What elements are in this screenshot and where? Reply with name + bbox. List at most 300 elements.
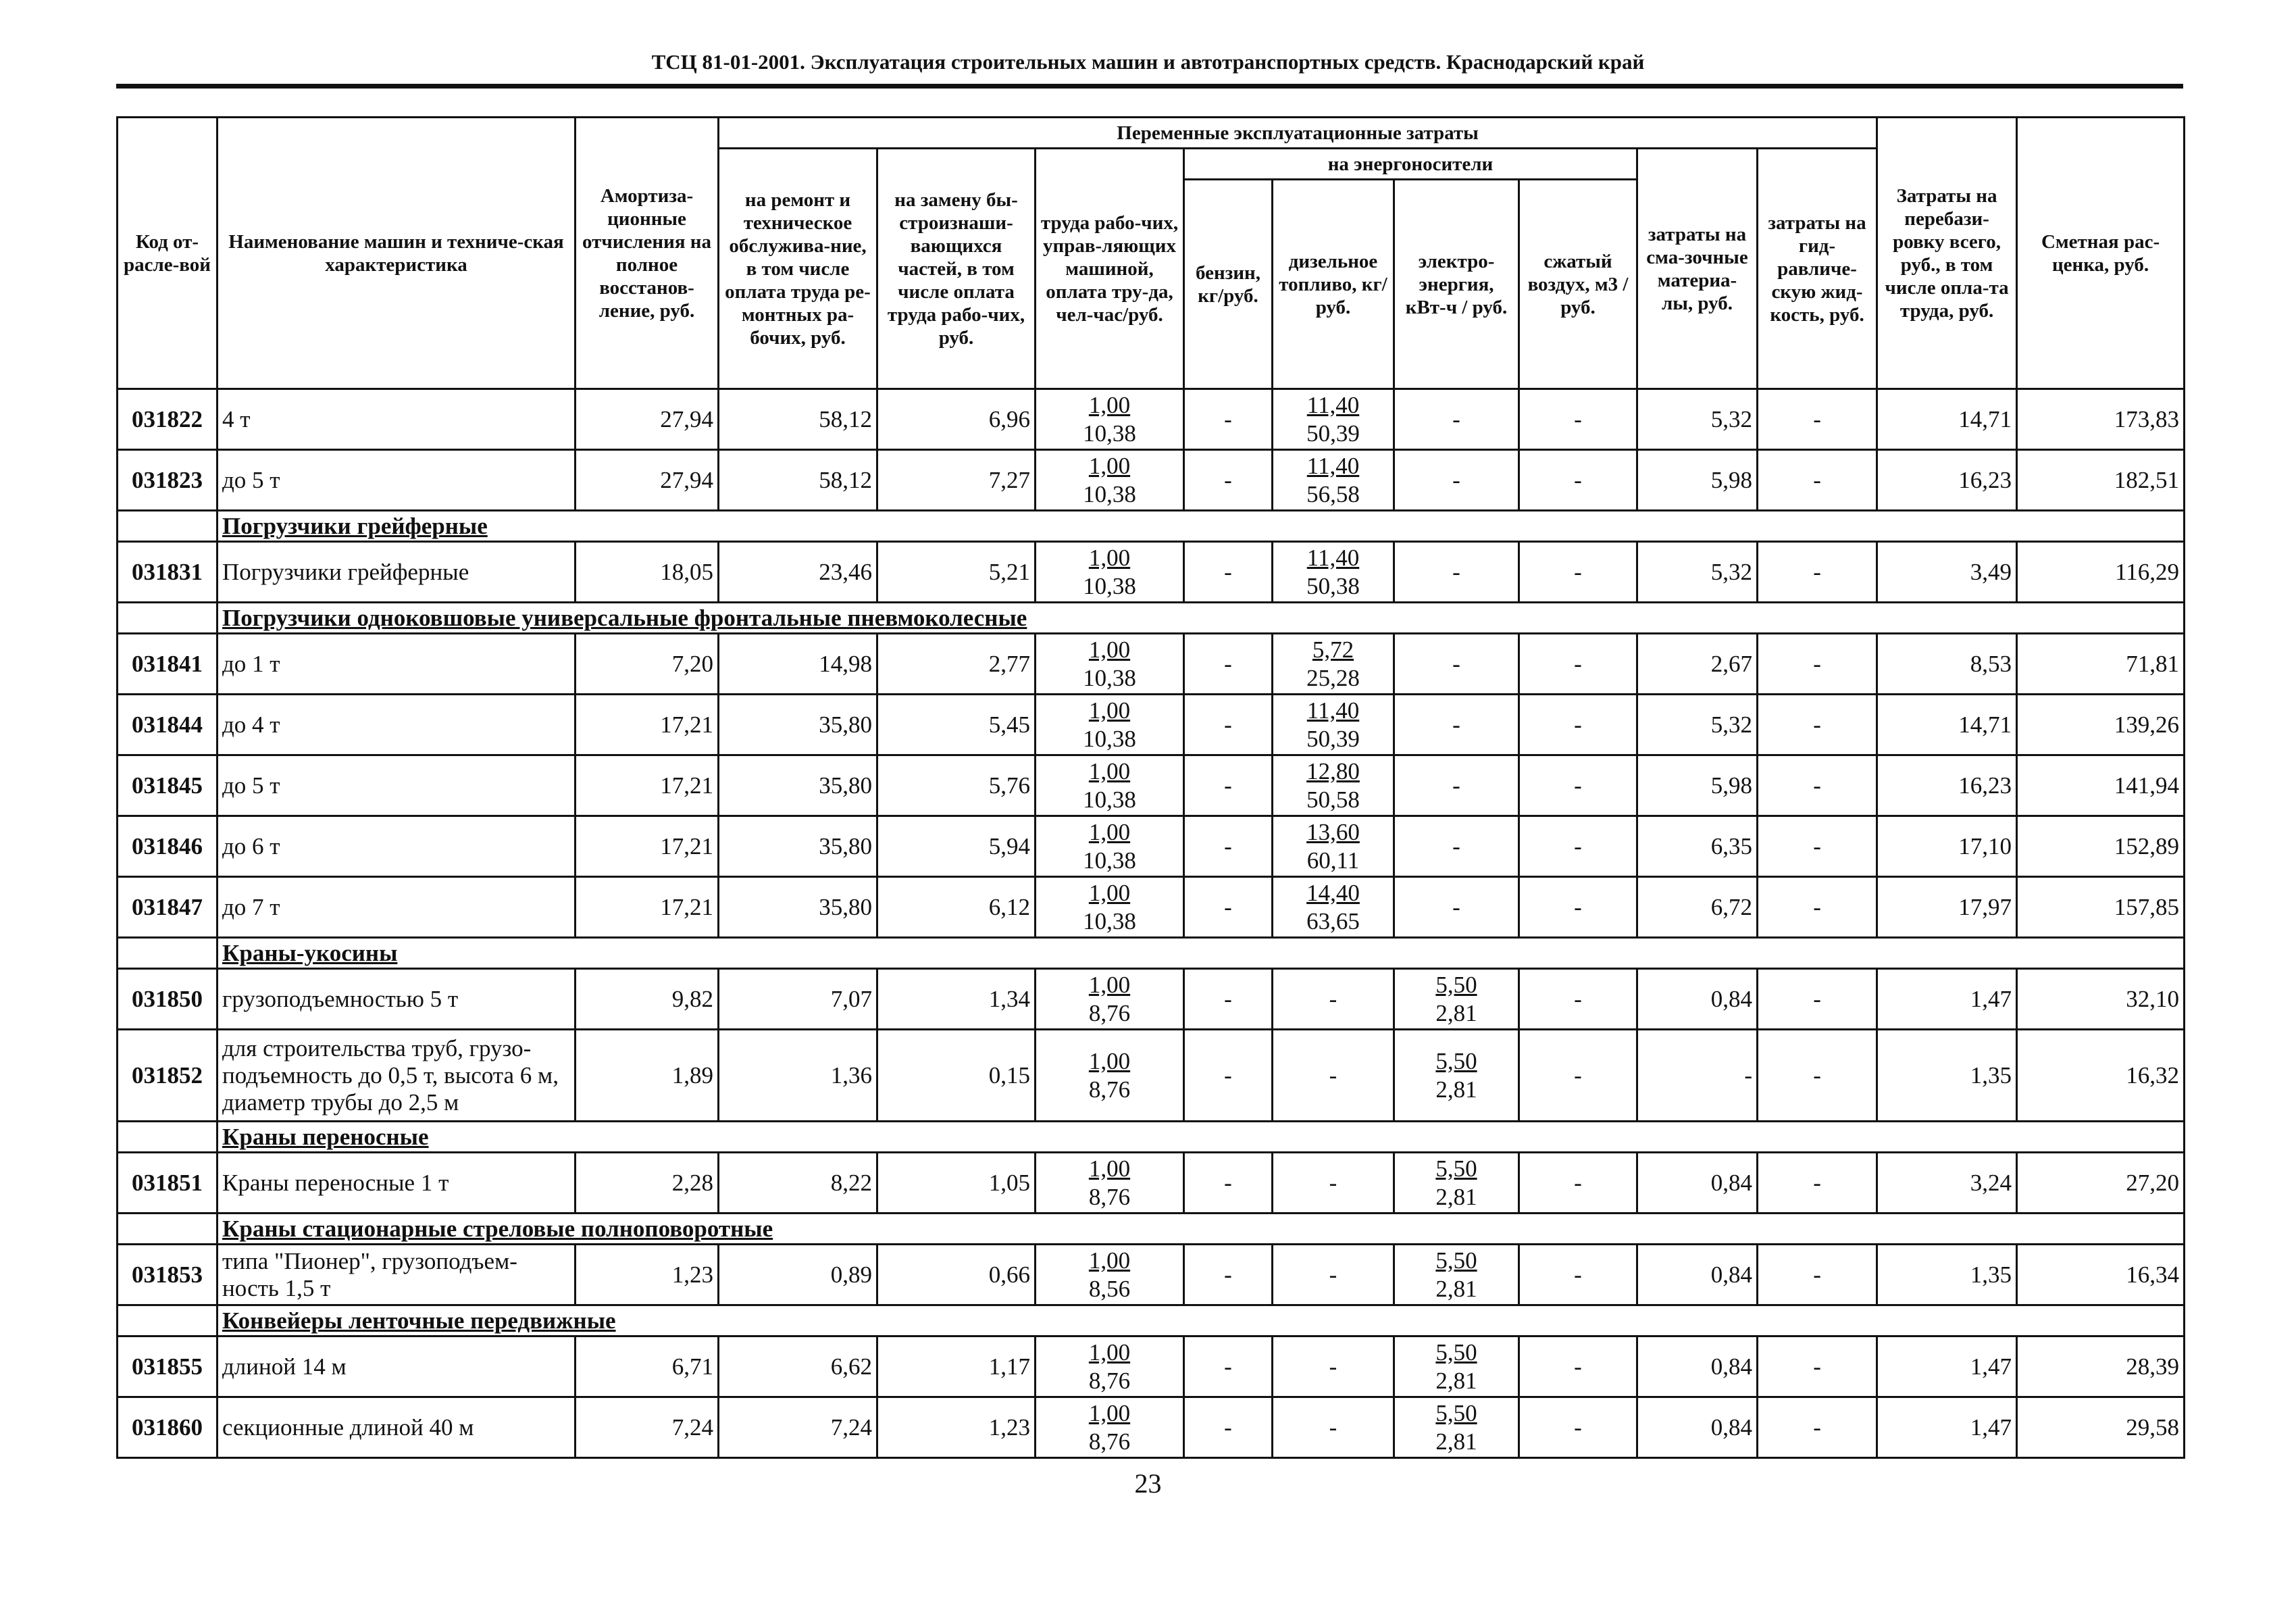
diesel-cell-bottom: 50,58 [1306, 786, 1360, 813]
diesel-cell-bottom: - [1329, 1414, 1337, 1441]
hydraulic-cell: - [1758, 634, 1877, 695]
air-cell: - [1519, 877, 1637, 938]
labor-cell-bottom: 10,38 [1083, 907, 1136, 934]
code-cell: 031855 [118, 1336, 218, 1397]
electric-cell-bottom: 2,81 [1435, 1428, 1477, 1455]
amort-cell: 7,20 [576, 634, 719, 695]
air-cell: - [1519, 634, 1637, 695]
section-row [118, 511, 2185, 542]
petrol-cell: - [1184, 634, 1273, 695]
labor-cell-bottom: 8,76 [1088, 1183, 1131, 1210]
relocation-cell: 16,23 [1877, 450, 2017, 511]
electric-cell [1394, 1030, 1519, 1122]
code-cell: 031844 [118, 695, 218, 755]
parts-cell: 1,23 [877, 1397, 1036, 1458]
col-variable-group-header: Переменные эксплуатационные затраты [719, 118, 1877, 149]
relocation-cell: 1,47 [1877, 969, 2017, 1030]
col-price-header: Сметная рас-ценка, руб. [2017, 118, 2185, 389]
labor-cell [1036, 1030, 1184, 1122]
price-cell: 173,83 [2017, 389, 2185, 450]
air-cell: - [1519, 755, 1637, 816]
labor-cell [1036, 969, 1184, 1030]
petrol-cell: - [1184, 816, 1273, 877]
hydraulic-cell: - [1758, 695, 1877, 755]
parts-cell: 1,17 [877, 1336, 1036, 1397]
col-air-header: сжатый воздух, м3 / руб. [1519, 180, 1637, 389]
table-row [118, 542, 2185, 603]
code-cell: 031852 [118, 1030, 218, 1122]
relocation-cell: 8,53 [1877, 634, 2017, 695]
diesel-cell [1273, 634, 1394, 695]
amort-cell: 1,89 [576, 1030, 719, 1122]
code-cell: 031822 [118, 389, 218, 450]
col-petrol-header: бензин, кг/руб. [1184, 180, 1273, 389]
hydraulic-cell: - [1758, 969, 1877, 1030]
amort-cell: 17,21 [576, 695, 719, 755]
code-cell: 031823 [118, 450, 218, 511]
table-row [118, 1153, 2185, 1214]
diesel-cell-bottom: 25,28 [1306, 664, 1360, 691]
relocation-cell: 1,47 [1877, 1397, 2017, 1458]
table-row [118, 634, 2185, 695]
labor-cell-top: 1,00 [1088, 636, 1131, 663]
labor-cell-top: 1,00 [1088, 879, 1131, 906]
electric-cell [1394, 816, 1519, 877]
labor-cell [1036, 542, 1184, 603]
section-title: Краны-укосины [218, 938, 2185, 969]
hydraulic-cell: - [1758, 389, 1877, 450]
table-row [118, 450, 2185, 511]
lube-cell: 0,84 [1637, 969, 1758, 1030]
section-row [118, 603, 2185, 634]
hydraulic-cell: - [1758, 877, 1877, 938]
hydraulic-cell: - [1758, 450, 1877, 511]
col-parts-header: на замену бы-строизнаши-вающихся частей, в том числе оплата труда рабо-чих, руб. [877, 149, 1036, 389]
repair-cell: 35,80 [719, 695, 877, 755]
table-row [118, 1030, 2185, 1122]
name-cell: Погрузчики грейферные [218, 542, 576, 603]
section-row [118, 1122, 2185, 1153]
air-cell: - [1519, 450, 1637, 511]
header-rule [116, 84, 2183, 89]
diesel-cell-top: 13,60 [1306, 818, 1360, 845]
labor-cell-bottom: 10,38 [1083, 847, 1136, 874]
page-number: 23 [1134, 1468, 1162, 1499]
table-row [118, 1397, 2185, 1458]
table-row [118, 816, 2185, 877]
table-row [118, 695, 2185, 755]
repair-cell: 7,24 [719, 1397, 877, 1458]
labor-cell [1036, 1153, 1184, 1214]
lube-cell: 5,32 [1637, 695, 1758, 755]
electric-cell [1394, 1245, 1519, 1305]
diesel-cell [1273, 1336, 1394, 1397]
section-title: Краны переносные [218, 1122, 2185, 1153]
hydraulic-cell: - [1758, 1245, 1877, 1305]
diesel-cell-bottom: 63,65 [1306, 907, 1360, 934]
electric-cell-bottom: 2,81 [1435, 999, 1477, 1026]
amort-cell: 7,24 [576, 1397, 719, 1458]
labor-cell-top: 1,00 [1088, 1399, 1131, 1426]
lube-cell: 5,32 [1637, 542, 1758, 603]
diesel-cell-top: 11,40 [1306, 697, 1360, 724]
relocation-cell: 1,35 [1877, 1030, 2017, 1122]
diesel-cell-top: 14,40 [1306, 879, 1360, 906]
section-code-cell [118, 1214, 218, 1245]
labor-cell [1036, 389, 1184, 450]
hydraulic-cell: - [1758, 1153, 1877, 1214]
amort-cell: 6,71 [576, 1336, 719, 1397]
labor-cell-top: 1,00 [1088, 544, 1131, 571]
air-cell: - [1519, 389, 1637, 450]
labor-cell-top: 1,00 [1088, 971, 1131, 998]
parts-cell: 5,45 [877, 695, 1036, 755]
petrol-cell: - [1184, 969, 1273, 1030]
name-cell: грузоподъемностью 5 т [218, 969, 576, 1030]
electric-cell-bottom: - [1452, 772, 1460, 799]
labor-cell-bottom: 8,56 [1088, 1275, 1131, 1302]
name-cell: типа "Пионер", грузоподъем-ность 1,5 т [218, 1245, 576, 1305]
electric-cell [1394, 969, 1519, 1030]
relocation-cell: 17,10 [1877, 816, 2017, 877]
electric-cell-bottom: - [1452, 558, 1460, 585]
name-cell: длиной 14 м [218, 1336, 576, 1397]
labor-cell-bottom: 8,76 [1088, 999, 1131, 1026]
price-cell: 16,34 [2017, 1245, 2185, 1305]
labor-cell-top: 1,00 [1088, 1155, 1131, 1182]
petrol-cell: - [1184, 695, 1273, 755]
relocation-cell: 14,71 [1877, 389, 2017, 450]
electric-cell-bottom: - [1452, 405, 1460, 432]
col-repair-header: на ремонт и техническое обслужива-ние, в том числе оплата труда ре-монтных ра-бочих, руб. [719, 149, 877, 389]
relocation-cell: 3,49 [1877, 542, 2017, 603]
price-cell: 28,39 [2017, 1336, 2185, 1397]
electric-cell-bottom: - [1452, 466, 1460, 493]
electric-cell [1394, 542, 1519, 603]
relocation-cell: 1,47 [1877, 1336, 2017, 1397]
diesel-cell [1273, 695, 1394, 755]
repair-cell: 7,07 [719, 969, 877, 1030]
electric-cell-bottom: 2,81 [1435, 1275, 1477, 1302]
diesel-cell [1273, 389, 1394, 450]
petrol-cell: - [1184, 1336, 1273, 1397]
labor-cell-bottom: 10,38 [1083, 786, 1136, 813]
hydraulic-cell: - [1758, 542, 1877, 603]
code-cell: 031831 [118, 542, 218, 603]
table-row [118, 877, 2185, 938]
petrol-cell: - [1184, 1030, 1273, 1122]
electric-cell-bottom: 2,81 [1435, 1367, 1477, 1394]
name-cell: до 5 т [218, 450, 576, 511]
repair-cell: 58,12 [719, 450, 877, 511]
labor-cell-bottom: 10,38 [1083, 480, 1136, 507]
amort-cell: 17,21 [576, 877, 719, 938]
electric-cell-top: 5,50 [1435, 1339, 1477, 1366]
price-cell: 139,26 [2017, 695, 2185, 755]
col-hydraulic-header: затраты на гид-равличе-скую жид-кость, руб. [1758, 149, 1877, 389]
diesel-cell [1273, 755, 1394, 816]
air-cell: - [1519, 1245, 1637, 1305]
col-relocation-header: Затраты на перебази-ровку всего, руб., в том числе опла-та труда, руб. [1877, 118, 2017, 389]
parts-cell: 0,66 [877, 1245, 1036, 1305]
code-cell: 031851 [118, 1153, 218, 1214]
lube-cell: 5,98 [1637, 755, 1758, 816]
labor-cell-top: 1,00 [1088, 757, 1131, 784]
table-row [118, 755, 2185, 816]
lube-cell: 0,84 [1637, 1336, 1758, 1397]
air-cell: - [1519, 1030, 1637, 1122]
electric-cell [1394, 1336, 1519, 1397]
col-code-header: Код от-расле-вой [118, 118, 218, 389]
labor-cell-bottom: 10,38 [1083, 572, 1136, 599]
col-labor-header: труда рабо-чих, управ-ляющих машиной, оплата тру-да, чел-час/руб. [1036, 149, 1184, 389]
diesel-cell [1273, 450, 1394, 511]
price-cell: 141,94 [2017, 755, 2185, 816]
repair-cell: 23,46 [719, 542, 877, 603]
col-electric-header: электро-энергия, кВт-ч / руб. [1394, 180, 1519, 389]
labor-cell-top: 1,00 [1088, 1047, 1131, 1074]
labor-cell-top: 1,00 [1088, 697, 1131, 724]
labor-cell [1036, 1245, 1184, 1305]
air-cell: - [1519, 542, 1637, 603]
amort-cell: 18,05 [576, 542, 719, 603]
relocation-cell: 14,71 [1877, 695, 2017, 755]
col-amort-header: Амортиза-ционные отчисления на полное восстанов-ление, руб. [576, 118, 719, 389]
repair-cell: 35,80 [719, 877, 877, 938]
petrol-cell: - [1184, 389, 1273, 450]
rates-table [116, 116, 2185, 1459]
labor-cell [1036, 816, 1184, 877]
price-cell: 182,51 [2017, 450, 2185, 511]
diesel-cell-bottom: - [1329, 985, 1337, 1012]
lube-cell: - [1637, 1030, 1758, 1122]
diesel-cell [1273, 877, 1394, 938]
air-cell: - [1519, 695, 1637, 755]
diesel-cell [1273, 1030, 1394, 1122]
electric-cell [1394, 877, 1519, 938]
amort-cell: 17,21 [576, 755, 719, 816]
electric-cell [1394, 1153, 1519, 1214]
diesel-cell [1273, 969, 1394, 1030]
section-row [118, 1305, 2185, 1336]
air-cell: - [1519, 1336, 1637, 1397]
petrol-cell: - [1184, 877, 1273, 938]
repair-cell: 35,80 [719, 755, 877, 816]
electric-cell [1394, 634, 1519, 695]
document-header: ТСЦ 81-01-2001. Эксплуатация строительных машин и автотранспортных средств. Краснодарский край [651, 50, 1645, 74]
diesel-cell [1273, 1397, 1394, 1458]
col-diesel-header: дизельное топливо, кг/руб. [1273, 180, 1394, 389]
air-cell: - [1519, 1397, 1637, 1458]
repair-cell: 1,36 [719, 1030, 877, 1122]
electric-cell [1394, 450, 1519, 511]
labor-cell-bottom: 10,38 [1083, 664, 1136, 691]
petrol-cell: - [1184, 450, 1273, 511]
code-cell: 031860 [118, 1397, 218, 1458]
table-row [118, 1336, 2185, 1397]
col-lube-header: затраты на сма-зочные материа-лы, руб. [1637, 149, 1758, 389]
amort-cell: 1,23 [576, 1245, 719, 1305]
parts-cell: 0,15 [877, 1030, 1036, 1122]
diesel-cell-bottom: 50,39 [1306, 420, 1360, 447]
col-name-header: Наименование машин и техниче-ская характеристика [218, 118, 576, 389]
code-cell: 031846 [118, 816, 218, 877]
labor-cell-top: 1,00 [1088, 818, 1131, 845]
labor-cell [1036, 695, 1184, 755]
electric-cell-top: 5,50 [1435, 1247, 1477, 1274]
diesel-cell-bottom: 60,11 [1306, 847, 1360, 874]
diesel-cell-top: 12,80 [1306, 757, 1360, 784]
name-cell: до 7 т [218, 877, 576, 938]
table-header [118, 118, 2185, 389]
price-cell: 152,89 [2017, 816, 2185, 877]
table-row [118, 389, 2185, 450]
diesel-cell-bottom: 50,39 [1306, 725, 1360, 752]
diesel-cell-top: 11,40 [1306, 452, 1360, 479]
amort-cell: 9,82 [576, 969, 719, 1030]
code-cell: 031850 [118, 969, 218, 1030]
code-cell: 031841 [118, 634, 218, 695]
section-row [118, 1214, 2185, 1245]
diesel-cell-top: 5,72 [1312, 636, 1354, 663]
petrol-cell: - [1184, 755, 1273, 816]
diesel-cell [1273, 1245, 1394, 1305]
parts-cell: 6,12 [877, 877, 1036, 938]
parts-cell: 2,77 [877, 634, 1036, 695]
name-cell: до 4 т [218, 695, 576, 755]
name-cell: для строительства труб, грузо-подъемность до 0,5 т, высота 6 м, диаметр трубы до 2,5 м [218, 1030, 576, 1122]
parts-cell: 5,21 [877, 542, 1036, 603]
electric-cell-top: 5,50 [1435, 1047, 1477, 1074]
air-cell: - [1519, 969, 1637, 1030]
electric-cell-bottom: - [1452, 711, 1460, 738]
labor-cell-top: 1,00 [1088, 1339, 1131, 1366]
hydraulic-cell: - [1758, 1397, 1877, 1458]
petrol-cell: - [1184, 542, 1273, 603]
amort-cell: 2,28 [576, 1153, 719, 1214]
table-body [118, 389, 2185, 1458]
repair-cell: 8,22 [719, 1153, 877, 1214]
hydraulic-cell: - [1758, 1336, 1877, 1397]
labor-cell-top: 1,00 [1088, 391, 1131, 418]
electric-cell-bottom: - [1452, 893, 1460, 920]
parts-cell: 5,76 [877, 755, 1036, 816]
diesel-cell-bottom: - [1329, 1353, 1337, 1380]
price-cell: 157,85 [2017, 877, 2185, 938]
name-cell: 4 т [218, 389, 576, 450]
diesel-cell-top: 11,40 [1306, 391, 1360, 418]
lube-cell: 6,72 [1637, 877, 1758, 938]
diesel-cell [1273, 1153, 1394, 1214]
section-title: Погрузчики грейферные [218, 511, 2185, 542]
code-cell: 031847 [118, 877, 218, 938]
labor-cell-bottom: 8,76 [1088, 1076, 1131, 1103]
parts-cell: 1,34 [877, 969, 1036, 1030]
section-code-cell [118, 603, 218, 634]
labor-cell-bottom: 10,38 [1083, 420, 1136, 447]
labor-cell-bottom: 8,76 [1088, 1428, 1131, 1455]
price-cell: 32,10 [2017, 969, 2185, 1030]
labor-cell-bottom: 10,38 [1083, 725, 1136, 752]
price-cell: 116,29 [2017, 542, 2185, 603]
labor-cell [1036, 450, 1184, 511]
price-cell: 71,81 [2017, 634, 2185, 695]
electric-cell-bottom: - [1452, 832, 1460, 859]
section-title: Краны стационарные стреловые полноповоротные [218, 1214, 2185, 1245]
repair-cell: 0,89 [719, 1245, 877, 1305]
name-cell: до 5 т [218, 755, 576, 816]
repair-cell: 35,80 [719, 816, 877, 877]
electric-cell [1394, 389, 1519, 450]
petrol-cell: - [1184, 1153, 1273, 1214]
lube-cell: 2,67 [1637, 634, 1758, 695]
price-cell: 29,58 [2017, 1397, 2185, 1458]
petrol-cell: - [1184, 1245, 1273, 1305]
parts-cell: 5,94 [877, 816, 1036, 877]
labor-cell-top: 1,00 [1088, 452, 1131, 479]
parts-cell: 6,96 [877, 389, 1036, 450]
labor-cell [1036, 877, 1184, 938]
amort-cell: 17,21 [576, 816, 719, 877]
price-cell: 27,20 [2017, 1153, 2185, 1214]
diesel-cell-bottom: - [1329, 1169, 1337, 1196]
name-cell: Краны переносные 1 т [218, 1153, 576, 1214]
lube-cell: 6,35 [1637, 816, 1758, 877]
labor-cell [1036, 1397, 1184, 1458]
name-cell: секционные длиной 40 м [218, 1397, 576, 1458]
electric-cell-bottom: 2,81 [1435, 1076, 1477, 1103]
electric-cell-bottom: - [1452, 650, 1460, 677]
lube-cell: 0,84 [1637, 1245, 1758, 1305]
relocation-cell: 3,24 [1877, 1153, 2017, 1214]
electric-cell-top: 5,50 [1435, 1399, 1477, 1426]
section-row [118, 938, 2185, 969]
lube-cell: 0,84 [1637, 1153, 1758, 1214]
electric-cell [1394, 695, 1519, 755]
price-cell: 16,32 [2017, 1030, 2185, 1122]
air-cell: - [1519, 816, 1637, 877]
lube-cell: 0,84 [1637, 1397, 1758, 1458]
diesel-cell [1273, 816, 1394, 877]
relocation-cell: 1,35 [1877, 1245, 2017, 1305]
labor-cell [1036, 755, 1184, 816]
repair-cell: 58,12 [719, 389, 877, 450]
relocation-cell: 17,97 [1877, 877, 2017, 938]
hydraulic-cell: - [1758, 1030, 1877, 1122]
parts-cell: 1,05 [877, 1153, 1036, 1214]
code-cell: 031853 [118, 1245, 218, 1305]
table-row [118, 1245, 2185, 1305]
diesel-cell-bottom: 50,38 [1306, 572, 1360, 599]
hydraulic-cell: - [1758, 816, 1877, 877]
electric-cell-top: 5,50 [1435, 971, 1477, 998]
section-code-cell [118, 1122, 218, 1153]
repair-cell: 14,98 [719, 634, 877, 695]
labor-cell [1036, 1336, 1184, 1397]
diesel-cell [1273, 542, 1394, 603]
electric-cell [1394, 1397, 1519, 1458]
labor-cell-top: 1,00 [1088, 1247, 1131, 1274]
col-energy-group-header: на энергоносители [1184, 149, 1637, 180]
diesel-cell-top: 11,40 [1306, 544, 1360, 571]
hydraulic-cell: - [1758, 755, 1877, 816]
section-code-cell [118, 511, 218, 542]
name-cell: до 6 т [218, 816, 576, 877]
table-row [118, 969, 2185, 1030]
section-title: Погрузчики одноковшовые универсальные фронтальные пневмоколесные [218, 603, 2185, 634]
diesel-cell-bottom: 56,58 [1306, 480, 1360, 507]
electric-cell [1394, 755, 1519, 816]
